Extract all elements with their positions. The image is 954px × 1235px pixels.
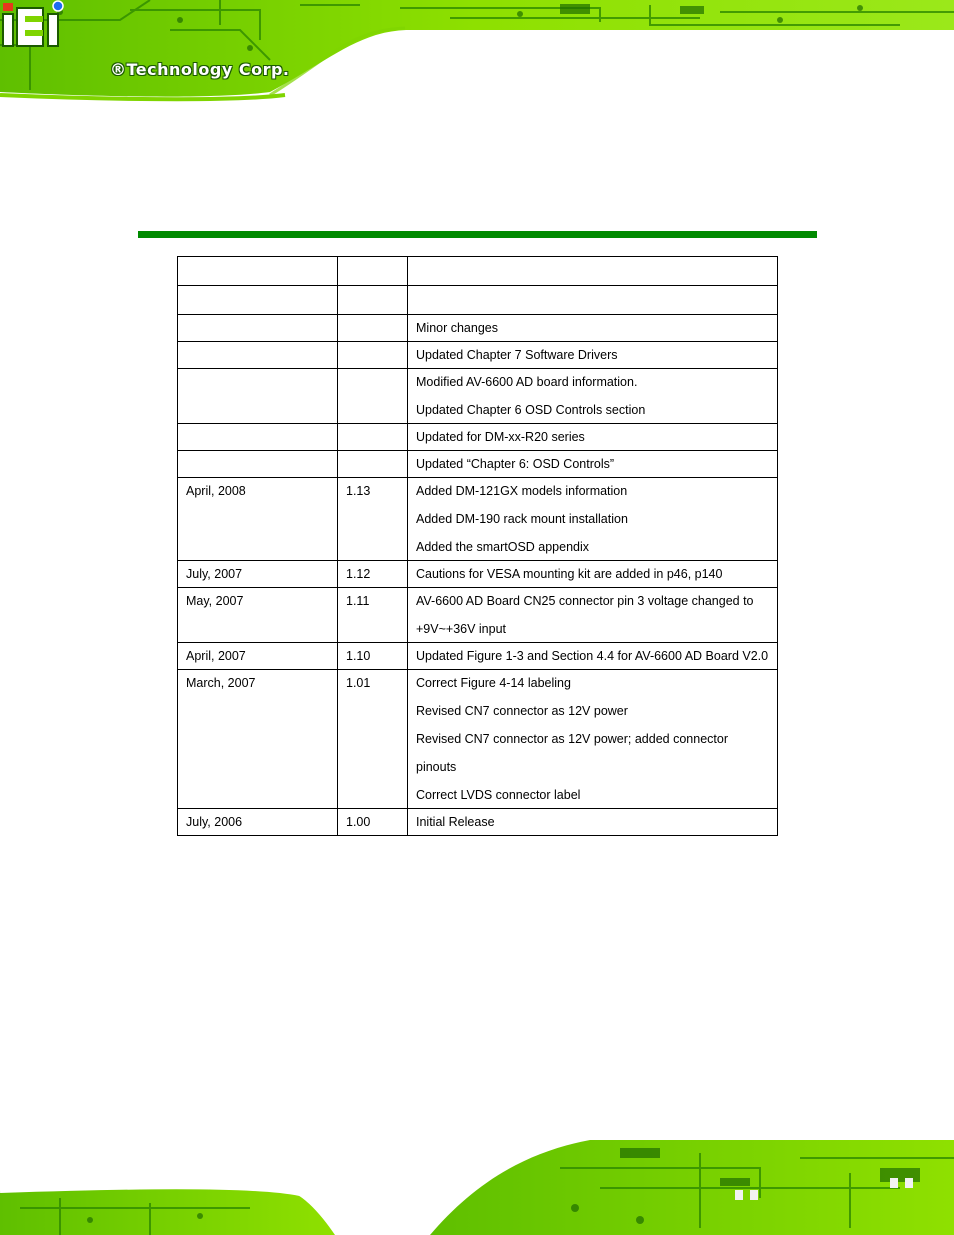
revision-date bbox=[178, 369, 338, 424]
footer-banner bbox=[0, 1128, 954, 1235]
revision-change-item: Updated “Chapter 6: OSD Controls” bbox=[416, 457, 615, 471]
revision-changes bbox=[408, 257, 778, 286]
table-row bbox=[178, 809, 778, 836]
revision-change-item: Revised CN7 connector as 12V power bbox=[416, 704, 628, 718]
revision-date bbox=[178, 342, 338, 369]
revision-date bbox=[178, 257, 338, 286]
table-row bbox=[178, 424, 778, 451]
revision-version-text: 1.10 bbox=[346, 649, 371, 663]
revision-change-item: Cautions for VESA mounting kit are added in p46, p140 bbox=[416, 567, 723, 581]
table-row bbox=[178, 478, 778, 561]
revision-date bbox=[178, 315, 338, 342]
revision-version bbox=[338, 643, 408, 670]
revision-change-item: Updated Figure 1-3 and Section 4.4 for AV-6600 AD Board V2.0 bbox=[416, 649, 769, 663]
revision-date-text: May, 2007 bbox=[186, 594, 244, 608]
revision-changes bbox=[408, 588, 778, 643]
revision-changes bbox=[408, 424, 778, 451]
title-rule bbox=[138, 231, 817, 238]
revision-version-text: 1.11 bbox=[346, 594, 370, 608]
table-row bbox=[178, 561, 778, 588]
revision-version bbox=[338, 342, 408, 369]
revision-date bbox=[178, 670, 338, 809]
revision-change-item: AV-6600 AD Board CN25 connector pin 3 voltage changed to bbox=[416, 594, 754, 608]
revision-date-text: April, 2008 bbox=[186, 484, 246, 498]
revision-date bbox=[178, 451, 338, 478]
revision-change-item: Added DM-190 rack mount installation bbox=[416, 512, 628, 526]
table-row bbox=[178, 451, 778, 478]
revision-version-text: 1.01 bbox=[346, 676, 371, 690]
revision-version bbox=[338, 424, 408, 451]
table-row bbox=[178, 643, 778, 670]
revision-date-text: April, 2007 bbox=[186, 649, 246, 663]
revision-changes bbox=[408, 809, 778, 836]
revision-version bbox=[338, 478, 408, 561]
revision-change-item: Updated Chapter 6 OSD Controls section bbox=[416, 403, 646, 417]
revision-version-text: 1.00 bbox=[346, 815, 371, 829]
revision-date bbox=[178, 286, 338, 315]
revision-change-item: +9V~+36V input bbox=[416, 622, 507, 636]
revision-change-item: Correct LVDS connector label bbox=[416, 788, 581, 802]
revision-version-text: 1.12 bbox=[346, 567, 371, 581]
iei-logo-icon bbox=[0, 0, 70, 50]
revision-date-text: July, 2006 bbox=[186, 815, 243, 829]
revision-date-text: March, 2007 bbox=[186, 676, 256, 690]
table-row bbox=[178, 588, 778, 643]
table-row bbox=[178, 257, 778, 286]
revision-changes bbox=[408, 315, 778, 342]
revision-date bbox=[178, 478, 338, 561]
revision-date bbox=[178, 424, 338, 451]
revision-version bbox=[338, 670, 408, 809]
revision-change-item: Correct Figure 4-14 labeling bbox=[416, 676, 571, 690]
revision-changes bbox=[408, 478, 778, 561]
circuit-board-footer-graphic bbox=[0, 1128, 954, 1235]
header-banner bbox=[0, 0, 954, 112]
revision-change-item: Minor changes bbox=[416, 321, 498, 335]
revision-changes bbox=[408, 369, 778, 424]
revision-change-item: Added the smartOSD appendix bbox=[416, 540, 590, 554]
revision-change-item: Modified AV-6600 AD board information. bbox=[416, 375, 638, 389]
circuit-board-graphic bbox=[0, 0, 954, 112]
revision-date bbox=[178, 561, 338, 588]
revision-changes bbox=[408, 670, 778, 809]
revision-changes bbox=[408, 286, 778, 315]
revision-date bbox=[178, 643, 338, 670]
table-row bbox=[178, 369, 778, 424]
revision-date bbox=[178, 809, 338, 836]
revision-table bbox=[177, 256, 778, 836]
revision-version bbox=[338, 588, 408, 643]
revision-version bbox=[338, 809, 408, 836]
table-row bbox=[178, 342, 778, 369]
revision-changes bbox=[408, 342, 778, 369]
revision-version bbox=[338, 451, 408, 478]
revision-change-item: Revised CN7 connector as 12V power; added connector pinouts bbox=[416, 732, 728, 774]
table-row bbox=[178, 286, 778, 315]
revision-changes bbox=[408, 643, 778, 670]
revision-version-text: 1.13 bbox=[346, 484, 371, 498]
table-row bbox=[178, 670, 778, 809]
revision-changes bbox=[408, 451, 778, 478]
revision-version bbox=[338, 286, 408, 315]
revision-version bbox=[338, 561, 408, 588]
revision-version bbox=[338, 315, 408, 342]
revision-changes bbox=[408, 561, 778, 588]
revision-change-item: Updated for DM-xx-R20 series bbox=[416, 430, 585, 444]
revision-version bbox=[338, 369, 408, 424]
revision-change-item: Added DM-121GX models information bbox=[416, 484, 628, 498]
revision-change-item: Initial Release bbox=[416, 815, 495, 829]
revision-date-text: July, 2007 bbox=[186, 567, 243, 581]
table-row bbox=[178, 315, 778, 342]
revision-change-item: Updated Chapter 7 Software Drivers bbox=[416, 348, 618, 362]
revision-date bbox=[178, 588, 338, 643]
revision-version bbox=[338, 257, 408, 286]
company-name: ®Technology Corp. bbox=[110, 60, 290, 79]
